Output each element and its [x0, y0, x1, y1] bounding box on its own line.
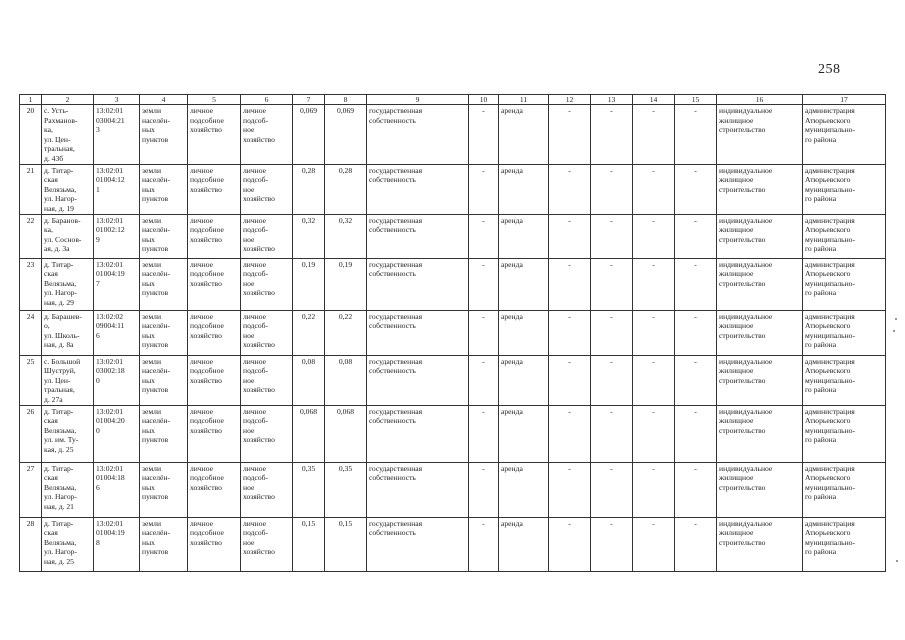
empty-cell: - — [591, 462, 633, 517]
header-cell: 7 — [293, 95, 325, 105]
empty-cell: - — [675, 164, 717, 214]
permitted-use-cell: личное подсобное хозяйство — [188, 517, 241, 571]
table-row — [20, 258, 886, 310]
empty-cell: - — [469, 164, 499, 214]
empty-cell: - — [591, 517, 633, 571]
actual-use-cell: личное подсоб- ное хозяйство — [241, 105, 293, 165]
cadastral-number-cell: 13:02:01 01004:19 7 — [94, 258, 140, 310]
cadastral-number-cell: 13:02:01 01004:18 6 — [94, 462, 140, 517]
ownership-cell: государственная собственность — [367, 105, 469, 165]
purpose-cell: индивидуальное жилищное строительство — [717, 214, 803, 258]
empty-cell: - — [549, 214, 591, 258]
land-category-cell: земли населён- ных пунктов — [140, 258, 188, 310]
address-cell: д. Титар- ская Велязьма, ул. им. Ту- кая, д. 25 — [42, 405, 94, 462]
authority-cell: администрация Атюрьевского муниципально- го района — [803, 214, 886, 258]
actual-use-cell: личное подсоб- ное хозяйство — [241, 258, 293, 310]
header-cell: 15 — [675, 95, 717, 105]
empty-cell: - — [549, 355, 591, 405]
area-cell: 0,32 — [293, 214, 325, 258]
empty-cell: - — [633, 164, 675, 214]
empty-cell: - — [633, 310, 675, 355]
area-cell: 0,19 — [293, 258, 325, 310]
empty-cell: - — [675, 258, 717, 310]
empty-cell: - — [549, 462, 591, 517]
area-cell: 0,35 — [293, 462, 325, 517]
header-cell: 11 — [499, 95, 549, 105]
authority-cell: администрация Атюрьевского муниципально- го района — [803, 355, 886, 405]
header-cell: 9 — [367, 95, 469, 105]
header-cell: 1 — [20, 95, 42, 105]
address-cell: д. Баранов- ка, ул. Соснов- ая, д. 3а — [42, 214, 94, 258]
encumbrance-cell: аренда — [499, 462, 549, 517]
empty-cell: - — [469, 214, 499, 258]
purpose-cell: индивидуальное жилищное строительство — [717, 517, 803, 571]
cadastral-number-cell: 13:02:01 01004:20 0 — [94, 405, 140, 462]
ownership-cell: государственная собственность — [367, 462, 469, 517]
row-number: 28 — [20, 517, 42, 571]
header-cell: 13 — [591, 95, 633, 105]
empty-cell: - — [549, 517, 591, 571]
row-number: 25 — [20, 355, 42, 405]
permitted-use-cell: личное подсобное хозяйство — [188, 405, 241, 462]
row-number: 24 — [20, 310, 42, 355]
address-cell: д. Титар- ская Велязьма, ул. Нагор- ная, д. 21 — [42, 462, 94, 517]
header-cell: 3 — [94, 95, 140, 105]
land-category-cell: земли населён- ных пунктов — [140, 405, 188, 462]
empty-cell: - — [469, 355, 499, 405]
empty-cell: - — [469, 462, 499, 517]
row-number: 26 — [20, 405, 42, 462]
actual-use-cell: личное подсоб- ное хозяйство — [241, 164, 293, 214]
authority-cell: администрация Атюрьевского муниципально- го района — [803, 517, 886, 571]
permitted-use-cell: личное подсобное хозяйство — [188, 164, 241, 214]
area-cell-2: 0,22 — [325, 310, 367, 355]
address-cell: д. Титар- ская Велязьма, ул. Нагор- ная, д. 25 — [42, 517, 94, 571]
encumbrance-cell: аренда — [499, 164, 549, 214]
authority-cell: администрация Атюрьевского муниципально- го района — [803, 258, 886, 310]
authority-cell: администрация Атюрьевского муниципально- го района — [803, 164, 886, 214]
empty-cell: - — [469, 310, 499, 355]
encumbrance-cell: аренда — [499, 310, 549, 355]
empty-cell: - — [591, 164, 633, 214]
area-cell-2: 0,28 — [325, 164, 367, 214]
encumbrance-cell: аренда — [499, 355, 549, 405]
actual-use-cell: личное подсоб- ное хозяйство — [241, 310, 293, 355]
empty-cell: - — [591, 405, 633, 462]
ownership-cell: государственная собственность — [367, 214, 469, 258]
table-row — [20, 462, 886, 517]
permitted-use-cell: личное подсобное хозяйство — [188, 310, 241, 355]
area-cell: 0,28 — [293, 164, 325, 214]
authority-cell: администрация Атюрьевского муниципально- го района — [803, 462, 886, 517]
encumbrance-cell: аренда — [499, 105, 549, 165]
header-cell: 4 — [140, 95, 188, 105]
empty-cell: - — [675, 310, 717, 355]
encumbrance-cell: аренда — [499, 517, 549, 571]
purpose-cell: индивидуальное жилищное строительство — [717, 105, 803, 165]
empty-cell: - — [549, 405, 591, 462]
page-number: 258 — [818, 62, 841, 77]
area-cell-2: 0,068 — [325, 405, 367, 462]
area-cell-2: 0,32 — [325, 214, 367, 258]
actual-use-cell: личное подсоб- ное хозяйство — [241, 462, 293, 517]
header-cell: 6 — [241, 95, 293, 105]
empty-cell: - — [675, 355, 717, 405]
table-row — [20, 164, 886, 214]
actual-use-cell: личное подсоб- ное хозяйство — [241, 405, 293, 462]
address-cell: д. Титар- ская Велязьма, ул. Нагор- ная, д. 19 — [42, 164, 94, 214]
address-cell: д. Титар- ская Велязьма, ул. Нагор- ная, д. 29 — [42, 258, 94, 310]
land-category-cell: земли населён- ных пунктов — [140, 310, 188, 355]
table-row — [20, 310, 886, 355]
land-category-cell: земли населён- ных пунктов — [140, 164, 188, 214]
permitted-use-cell: личное подсобное хозяйство — [188, 462, 241, 517]
address-cell: д. Барашев- о, ул. Школь- ная, д. 8а — [42, 310, 94, 355]
empty-cell: - — [549, 310, 591, 355]
row-number: 22 — [20, 214, 42, 258]
permitted-use-cell: личное подсобное хозяйство — [188, 355, 241, 405]
table-row — [20, 517, 886, 571]
ownership-cell: государственная собственность — [367, 310, 469, 355]
header-cell: 5 — [188, 95, 241, 105]
empty-cell: - — [549, 258, 591, 310]
scan-speck — [895, 318, 897, 320]
empty-cell: - — [549, 105, 591, 165]
land-category-cell: земли населён- ных пунктов — [140, 105, 188, 165]
area-cell-2: 0,15 — [325, 517, 367, 571]
area-cell: 0,08 — [293, 355, 325, 405]
empty-cell: - — [675, 517, 717, 571]
table-body — [20, 95, 886, 572]
empty-cell: - — [591, 310, 633, 355]
ownership-cell: государственная собственность — [367, 517, 469, 571]
ownership-cell: государственная собственность — [367, 355, 469, 405]
purpose-cell: индивидуальное жилищное строительство — [717, 310, 803, 355]
empty-cell: - — [549, 164, 591, 214]
actual-use-cell: личное подсоб- ное хозяйство — [241, 517, 293, 571]
area-cell-2: 0,19 — [325, 258, 367, 310]
area-cell-2: 0,08 — [325, 355, 367, 405]
authority-cell: администрация Атюрьевского муниципально- го района — [803, 105, 886, 165]
header-cell: 14 — [633, 95, 675, 105]
empty-cell: - — [633, 214, 675, 258]
empty-cell: - — [633, 355, 675, 405]
area-cell: 0,069 — [293, 105, 325, 165]
table-row — [20, 214, 886, 258]
purpose-cell: индивидуальное жилищное строительство — [717, 164, 803, 214]
empty-cell: - — [633, 462, 675, 517]
empty-cell: - — [591, 105, 633, 165]
land-category-cell: земли населён- ных пунктов — [140, 355, 188, 405]
land-category-cell: земли населён- ных пунктов — [140, 214, 188, 258]
encumbrance-cell: аренда — [499, 405, 549, 462]
ownership-cell: государственная собственность — [367, 258, 469, 310]
address-cell: с. Большой Шуструй, ул. Цен- тральная, д. 27а — [42, 355, 94, 405]
cadastral-number-cell: 13:02:02 09004:11 6 — [94, 310, 140, 355]
empty-cell: - — [675, 105, 717, 165]
empty-cell: - — [591, 258, 633, 310]
cadastral-number-cell: 13:02:01 01004:19 8 — [94, 517, 140, 571]
area-cell-2: 0,35 — [325, 462, 367, 517]
empty-cell: - — [633, 517, 675, 571]
purpose-cell: индивидуальное жилищное строительство — [717, 462, 803, 517]
land-category-cell: земли населён- ных пунктов — [140, 517, 188, 571]
header-cell: 17 — [803, 95, 886, 105]
permitted-use-cell: личное подсобное хозяйство — [188, 214, 241, 258]
header-cell: 8 — [325, 95, 367, 105]
ownership-cell: государственная собственность — [367, 164, 469, 214]
scan-speck — [896, 560, 898, 562]
table-row — [20, 405, 886, 462]
table-row — [20, 105, 886, 165]
header-row — [20, 95, 886, 105]
actual-use-cell: личное подсоб- ное хозяйство — [241, 214, 293, 258]
purpose-cell: индивидуальное жилищное строительство — [717, 258, 803, 310]
land-registry-table — [19, 94, 886, 572]
header-cell: 16 — [717, 95, 803, 105]
empty-cell: - — [633, 405, 675, 462]
address-cell: с. Усть- Рахманов- ка, ул. Цен- тральная, д. 43б — [42, 105, 94, 165]
land-category-cell: земли населён- ных пунктов — [140, 462, 188, 517]
encumbrance-cell: аренда — [499, 258, 549, 310]
empty-cell: - — [469, 105, 499, 165]
empty-cell: - — [675, 405, 717, 462]
empty-cell: - — [469, 517, 499, 571]
authority-cell: администрация Атюрьевского муниципально- го района — [803, 405, 886, 462]
encumbrance-cell: аренда — [499, 214, 549, 258]
purpose-cell: индивидуальное жилищное строительство — [717, 405, 803, 462]
area-cell: 0,068 — [293, 405, 325, 462]
cadastral-number-cell: 13:02:01 03002:18 0 — [94, 355, 140, 405]
permitted-use-cell: личное подсобное хозяйство — [188, 258, 241, 310]
row-number: 27 — [20, 462, 42, 517]
cadastral-number-cell: 13:02:01 01002:12 9 — [94, 214, 140, 258]
area-cell: 0,15 — [293, 517, 325, 571]
empty-cell: - — [633, 105, 675, 165]
empty-cell: - — [675, 214, 717, 258]
scan-speck — [893, 330, 895, 332]
empty-cell: - — [591, 214, 633, 258]
row-number: 23 — [20, 258, 42, 310]
row-number: 20 — [20, 105, 42, 165]
header-cell: 2 — [42, 95, 94, 105]
ownership-cell: государственная собственность — [367, 405, 469, 462]
header-cell: 12 — [549, 95, 591, 105]
empty-cell: - — [591, 355, 633, 405]
empty-cell: - — [675, 462, 717, 517]
area-cell-2: 0,069 — [325, 105, 367, 165]
authority-cell: администрация Атюрьевского муниципально- го района — [803, 310, 886, 355]
empty-cell: - — [469, 405, 499, 462]
cadastral-number-cell: 13:02:01 03004:21 3 — [94, 105, 140, 165]
empty-cell: - — [633, 258, 675, 310]
cadastral-number-cell: 13:02:01 01004:12 1 — [94, 164, 140, 214]
empty-cell: - — [469, 258, 499, 310]
actual-use-cell: личное подсоб- ное хозяйство — [241, 355, 293, 405]
table-row — [20, 355, 886, 405]
header-cell: 10 — [469, 95, 499, 105]
permitted-use-cell: личное подсобное хозяйство — [188, 105, 241, 165]
row-number: 21 — [20, 164, 42, 214]
area-cell: 0,22 — [293, 310, 325, 355]
purpose-cell: индивидуальное жилищное строительство — [717, 355, 803, 405]
